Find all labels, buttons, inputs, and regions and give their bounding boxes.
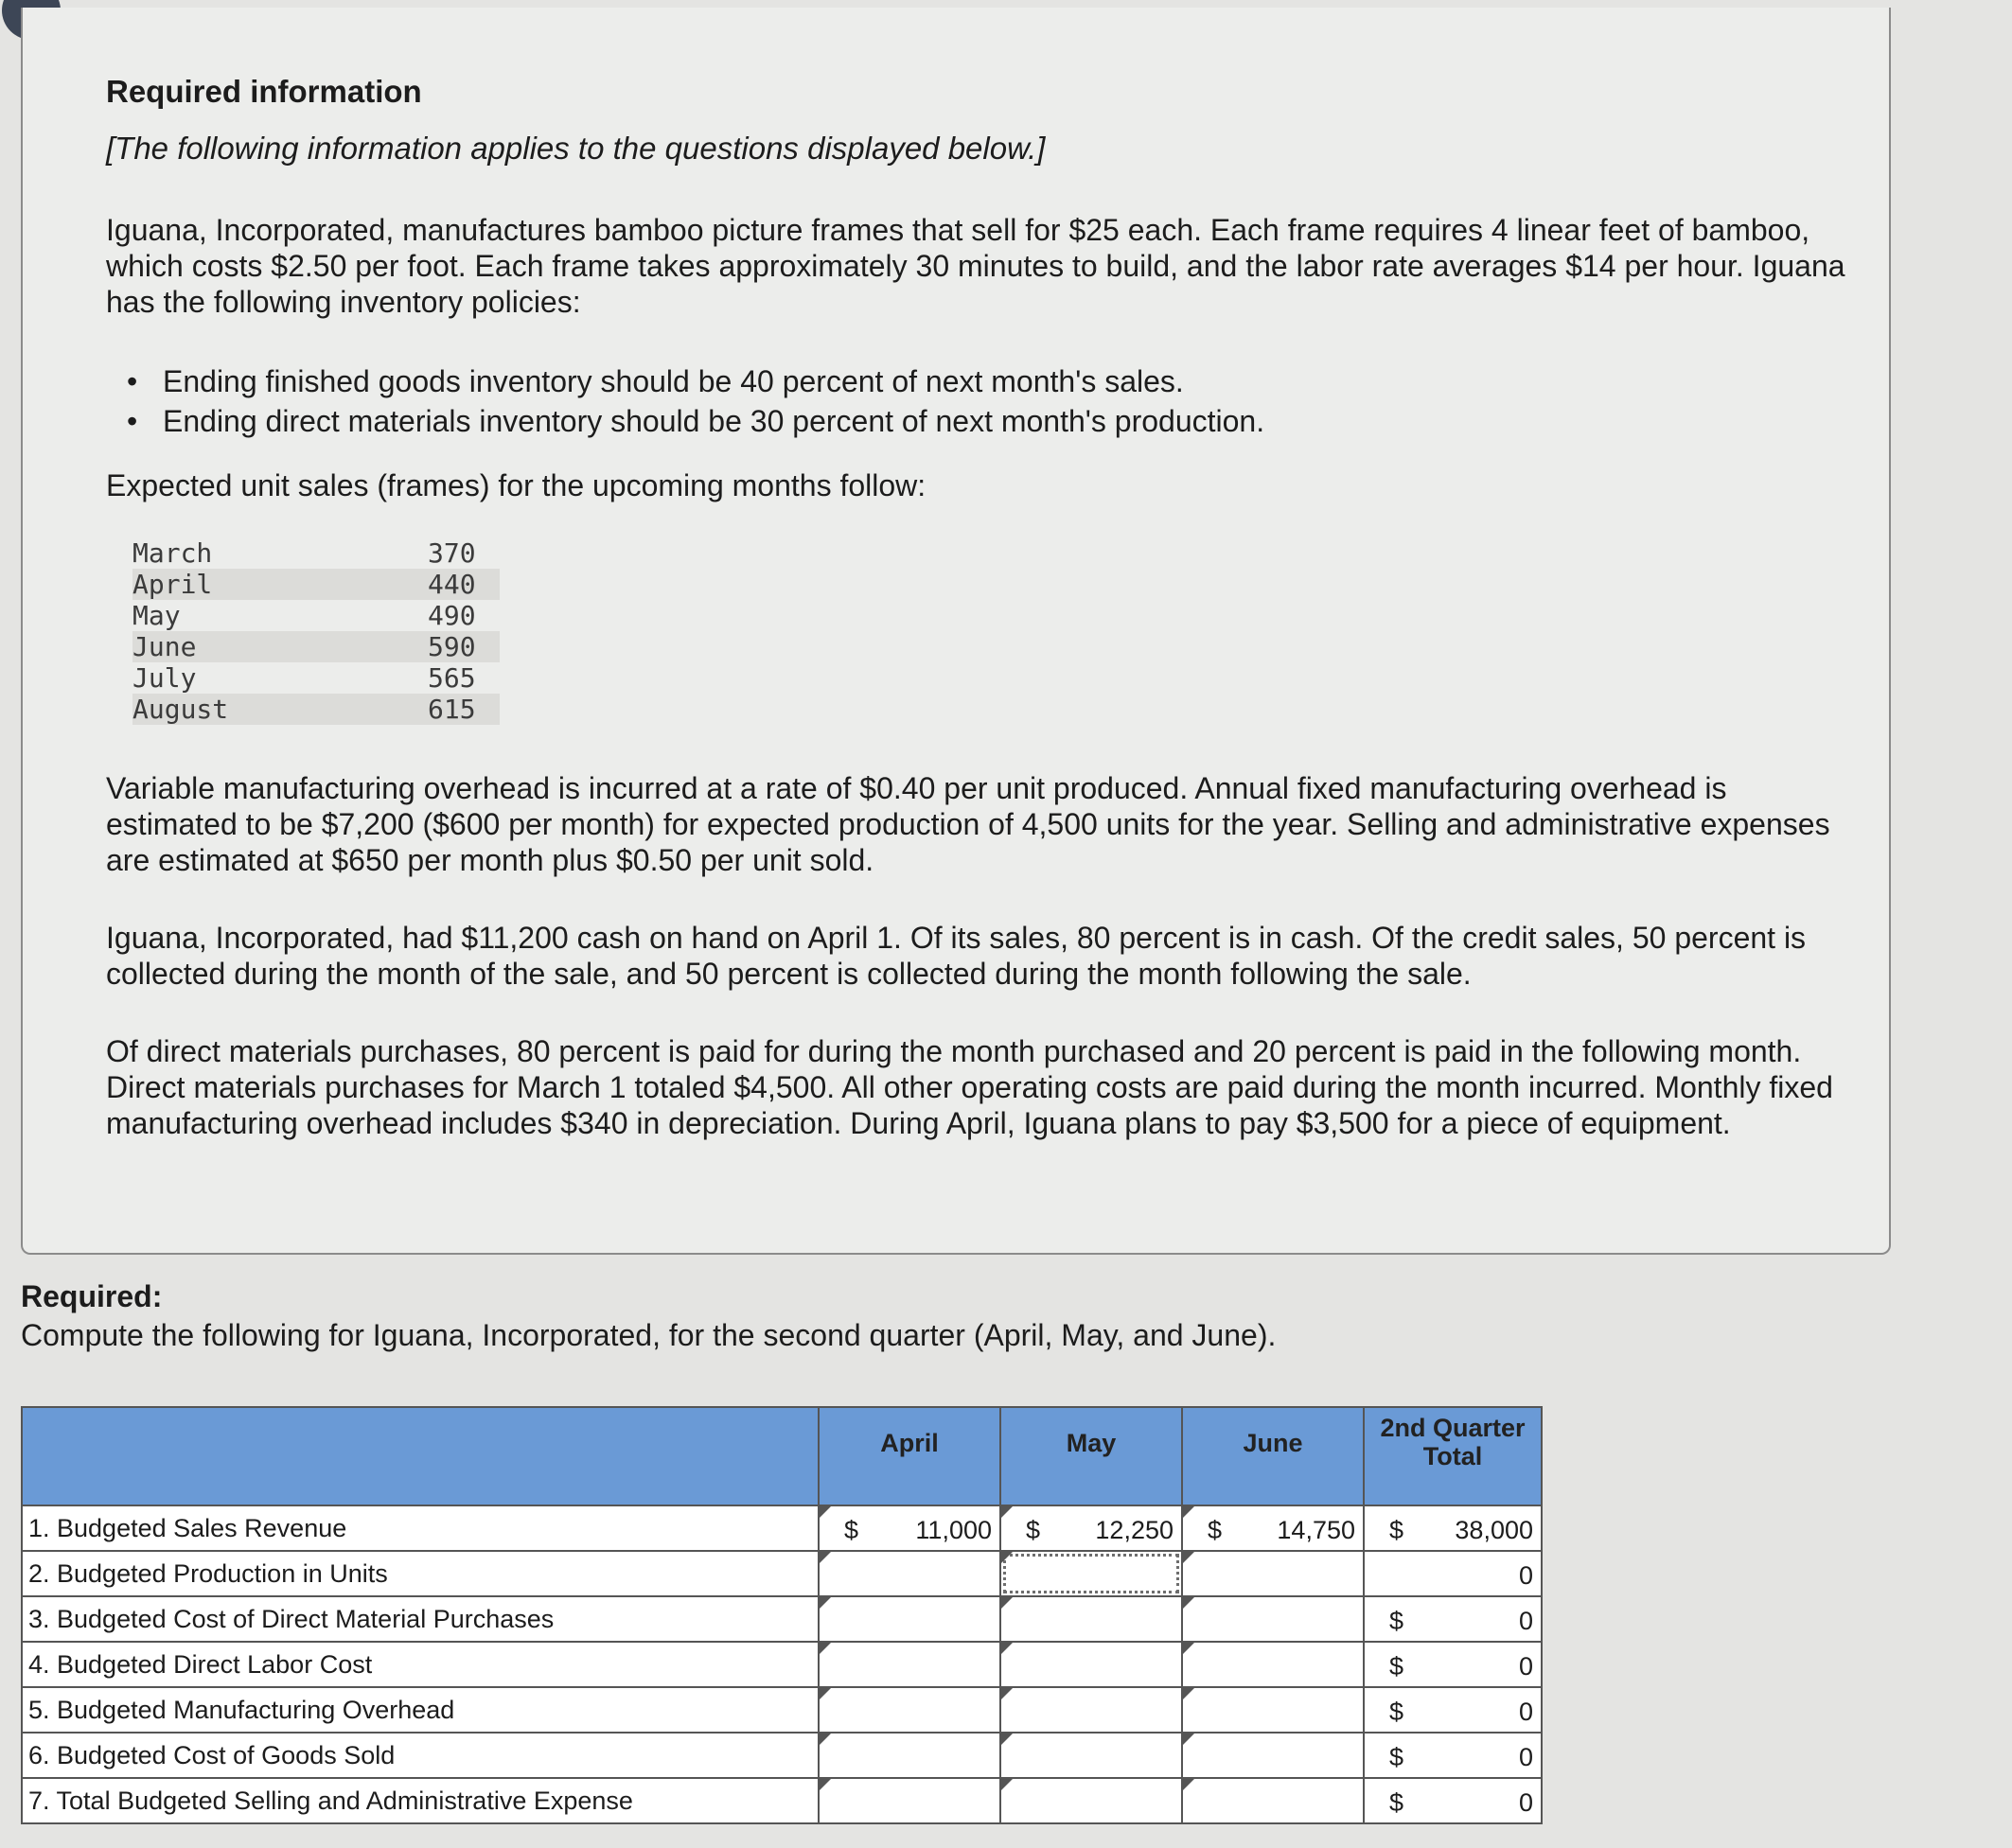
quarter-total (1364, 1687, 1542, 1733)
input-june[interactable] (1182, 1778, 1364, 1823)
header-total-line2: Total (1422, 1442, 1483, 1470)
panel-note: [The following information applies to the questions displayed below.] (106, 131, 1046, 166)
sales-row (132, 600, 500, 631)
cell-corner-marker (820, 1506, 831, 1518)
cell-corner-marker (1001, 1506, 1013, 1518)
dollar-sign: $ (1389, 1743, 1404, 1771)
input-april[interactable] (819, 1551, 1000, 1596)
input-april[interactable] (819, 1733, 1000, 1778)
row-label: 6. Budgeted Cost of Goods Sold (22, 1733, 819, 1778)
quarter-total (1364, 1778, 1542, 1823)
month: May (132, 600, 181, 631)
sales-row (132, 694, 500, 725)
quarter-total (1364, 1551, 1542, 1596)
cell-corner-marker (1183, 1779, 1194, 1790)
cell-corner-marker (1001, 1552, 1013, 1563)
cell-corner-marker (1183, 1506, 1194, 1518)
input-april[interactable] (819, 1505, 1000, 1551)
input-may[interactable] (1000, 1778, 1182, 1823)
answer-row (22, 1596, 1542, 1642)
overhead-paragraph: Variable manufacturing overhead is incurred at a rate of $0.40 per unit produced. Annual fixed manufacturing overhead is estimated to be $7,200 ($600 per month) for expected production of 4,500 units for the year. Selling and administrative expenses are estimated at $650 per month plus $0.50 per unit sold. (106, 771, 1830, 877)
answer-row (22, 1642, 1542, 1687)
dollar-sign: $ (1389, 1516, 1404, 1544)
cell-corner-marker (1183, 1597, 1194, 1609)
month: April (132, 569, 428, 600)
header-june: June (1182, 1407, 1364, 1505)
blank-header (22, 1407, 819, 1505)
required-title: Required: (21, 1279, 163, 1313)
total-value: 0 (1518, 1788, 1533, 1817)
input-june[interactable] (1182, 1642, 1364, 1687)
required-information-panel (21, 8, 1891, 1255)
cell-corner-marker (1001, 1643, 1013, 1654)
units: 590 (428, 631, 500, 662)
required-section (21, 1279, 1276, 1353)
sales-row (132, 569, 500, 600)
input-may[interactable] (1000, 1505, 1182, 1551)
input-june[interactable] (1182, 1733, 1364, 1778)
sales-intro: Expected unit sales (frames) for the upcoming months follow: (106, 468, 927, 502)
input-may[interactable] (1000, 1596, 1182, 1642)
cell-corner-marker (820, 1734, 831, 1745)
required-text: Compute the following for Iguana, Incorporated, for the second quarter (April, May, and June). (21, 1318, 1277, 1352)
units: 565 (428, 662, 476, 694)
total-value: 0 (1518, 1561, 1533, 1590)
intro-paragraph: Iguana, Incorporated, manufactures bamboo picture frames that sell for $25 each. Each frame requires 4 linear feet of bamboo, which costs $2.50 per foot. Each frame takes approximately 30 minutes to build, and the labor rate averages $14 per hour. Iguana has the following inventory policies: (106, 213, 1845, 319)
cell-corner-marker (820, 1597, 831, 1609)
total-value: 0 (1518, 1698, 1533, 1726)
expected-sales-table (132, 537, 500, 725)
dollar-sign: $ (1208, 1516, 1223, 1544)
quarter-total (1364, 1642, 1542, 1687)
input-may[interactable] (1000, 1551, 1182, 1596)
row-label: 5. Budgeted Manufacturing Overhead (22, 1687, 819, 1733)
row-label: 7. Total Budgeted Selling and Administrative Expense (22, 1778, 819, 1823)
input-june[interactable] (1182, 1551, 1364, 1596)
cell-corner-marker (820, 1552, 831, 1563)
input-june[interactable] (1182, 1505, 1364, 1551)
purchases-paragraph: Of direct materials purchases, 80 percent is paid for during the month purchased and 20 percent is paid in the following month. Direct materials purchases for March 1 totaled $4,500. All other operating costs are paid during the month incurred. Monthly fixed manufacturing overhead includes $340 in depreciation. During April, Iguana plans to pay $3,500 for a piece of equipment. (106, 1034, 1833, 1140)
input-june[interactable] (1182, 1596, 1364, 1642)
month: March (132, 537, 213, 569)
cell-corner-marker (1001, 1779, 1013, 1790)
input-june[interactable] (1182, 1687, 1364, 1733)
cell-corner-marker (1183, 1643, 1194, 1654)
answer-row (22, 1733, 1542, 1778)
cell-corner-marker (1001, 1597, 1013, 1609)
answer-row (22, 1778, 1542, 1823)
cell-corner-marker (1001, 1734, 1013, 1745)
sales-row (132, 631, 500, 662)
header-total-line1: 2nd Quarter (1380, 1414, 1526, 1442)
quarter-total (1364, 1505, 1542, 1551)
row-label: 3. Budgeted Cost of Direct Material Purchases (22, 1596, 819, 1642)
panel-heading: Required information (106, 74, 422, 109)
sales-row (132, 537, 500, 569)
row-label: 2. Budgeted Production in Units (22, 1551, 819, 1596)
header-total (1364, 1407, 1542, 1505)
month: June (132, 631, 428, 662)
units: 615 (428, 694, 500, 725)
header-april: April (819, 1407, 1000, 1505)
policy-item: • Ending direct materials inventory should be 30 percent of next month's production. (163, 401, 1857, 441)
inventory-policies (106, 361, 1857, 441)
cell-corner-marker (1183, 1688, 1194, 1699)
input-may[interactable] (1000, 1642, 1182, 1687)
units: 440 (428, 569, 500, 600)
total-value: 0 (1518, 1743, 1533, 1771)
row-label: 4. Budgeted Direct Labor Cost (22, 1642, 819, 1687)
cell-corner-marker (1001, 1688, 1013, 1699)
answer-table (21, 1406, 1543, 1824)
cell-corner-marker (1183, 1552, 1194, 1563)
units: 370 (428, 537, 476, 569)
sales-row (132, 662, 500, 694)
answer-row (22, 1551, 1542, 1596)
dollar-sign: $ (1389, 1607, 1404, 1635)
input-may[interactable] (1000, 1733, 1182, 1778)
answer-row (22, 1687, 1542, 1733)
header-may: May (1000, 1407, 1182, 1505)
cell-corner-marker (820, 1643, 831, 1654)
quarter-total (1364, 1596, 1542, 1642)
row-label: 1. Budgeted Sales Revenue (22, 1505, 819, 1551)
month: July (132, 662, 197, 694)
input-may[interactable] (1000, 1687, 1182, 1733)
cell-corner-marker (820, 1779, 831, 1790)
answer-row (22, 1505, 1542, 1551)
cell-corner-marker (820, 1688, 831, 1699)
total-value: 38,000 (1455, 1516, 1533, 1544)
header-row (22, 1407, 1542, 1505)
dollar-sign: $ (1026, 1516, 1041, 1544)
dollar-sign: $ (1389, 1698, 1404, 1726)
dollar-sign: $ (844, 1516, 859, 1544)
quarter-total (1364, 1733, 1542, 1778)
dollar-sign: $ (1389, 1788, 1404, 1817)
cell-corner-marker (1183, 1734, 1194, 1745)
total-value: 0 (1518, 1652, 1533, 1681)
cell-value: 12,250 (1095, 1516, 1174, 1544)
total-value: 0 (1518, 1607, 1533, 1635)
policy-item: • Ending finished goods inventory should be 40 percent of next month's sales. (163, 361, 1857, 401)
input-april[interactable] (819, 1778, 1000, 1823)
input-april[interactable] (819, 1642, 1000, 1687)
cell-value: 11,000 (915, 1516, 992, 1544)
units: 490 (428, 600, 476, 631)
dollar-sign: $ (1389, 1652, 1404, 1681)
cash-paragraph: Iguana, Incorporated, had $11,200 cash on hand on April 1. Of its sales, 80 percent is in cash. Of the credit sales, 50 percent is collected during the month of the sale, and 50 percent is collected during the month following the sale. (106, 921, 1807, 991)
cell-value: 14,750 (1277, 1516, 1355, 1544)
input-april[interactable] (819, 1687, 1000, 1733)
input-april[interactable] (819, 1596, 1000, 1642)
month: August (132, 694, 428, 725)
